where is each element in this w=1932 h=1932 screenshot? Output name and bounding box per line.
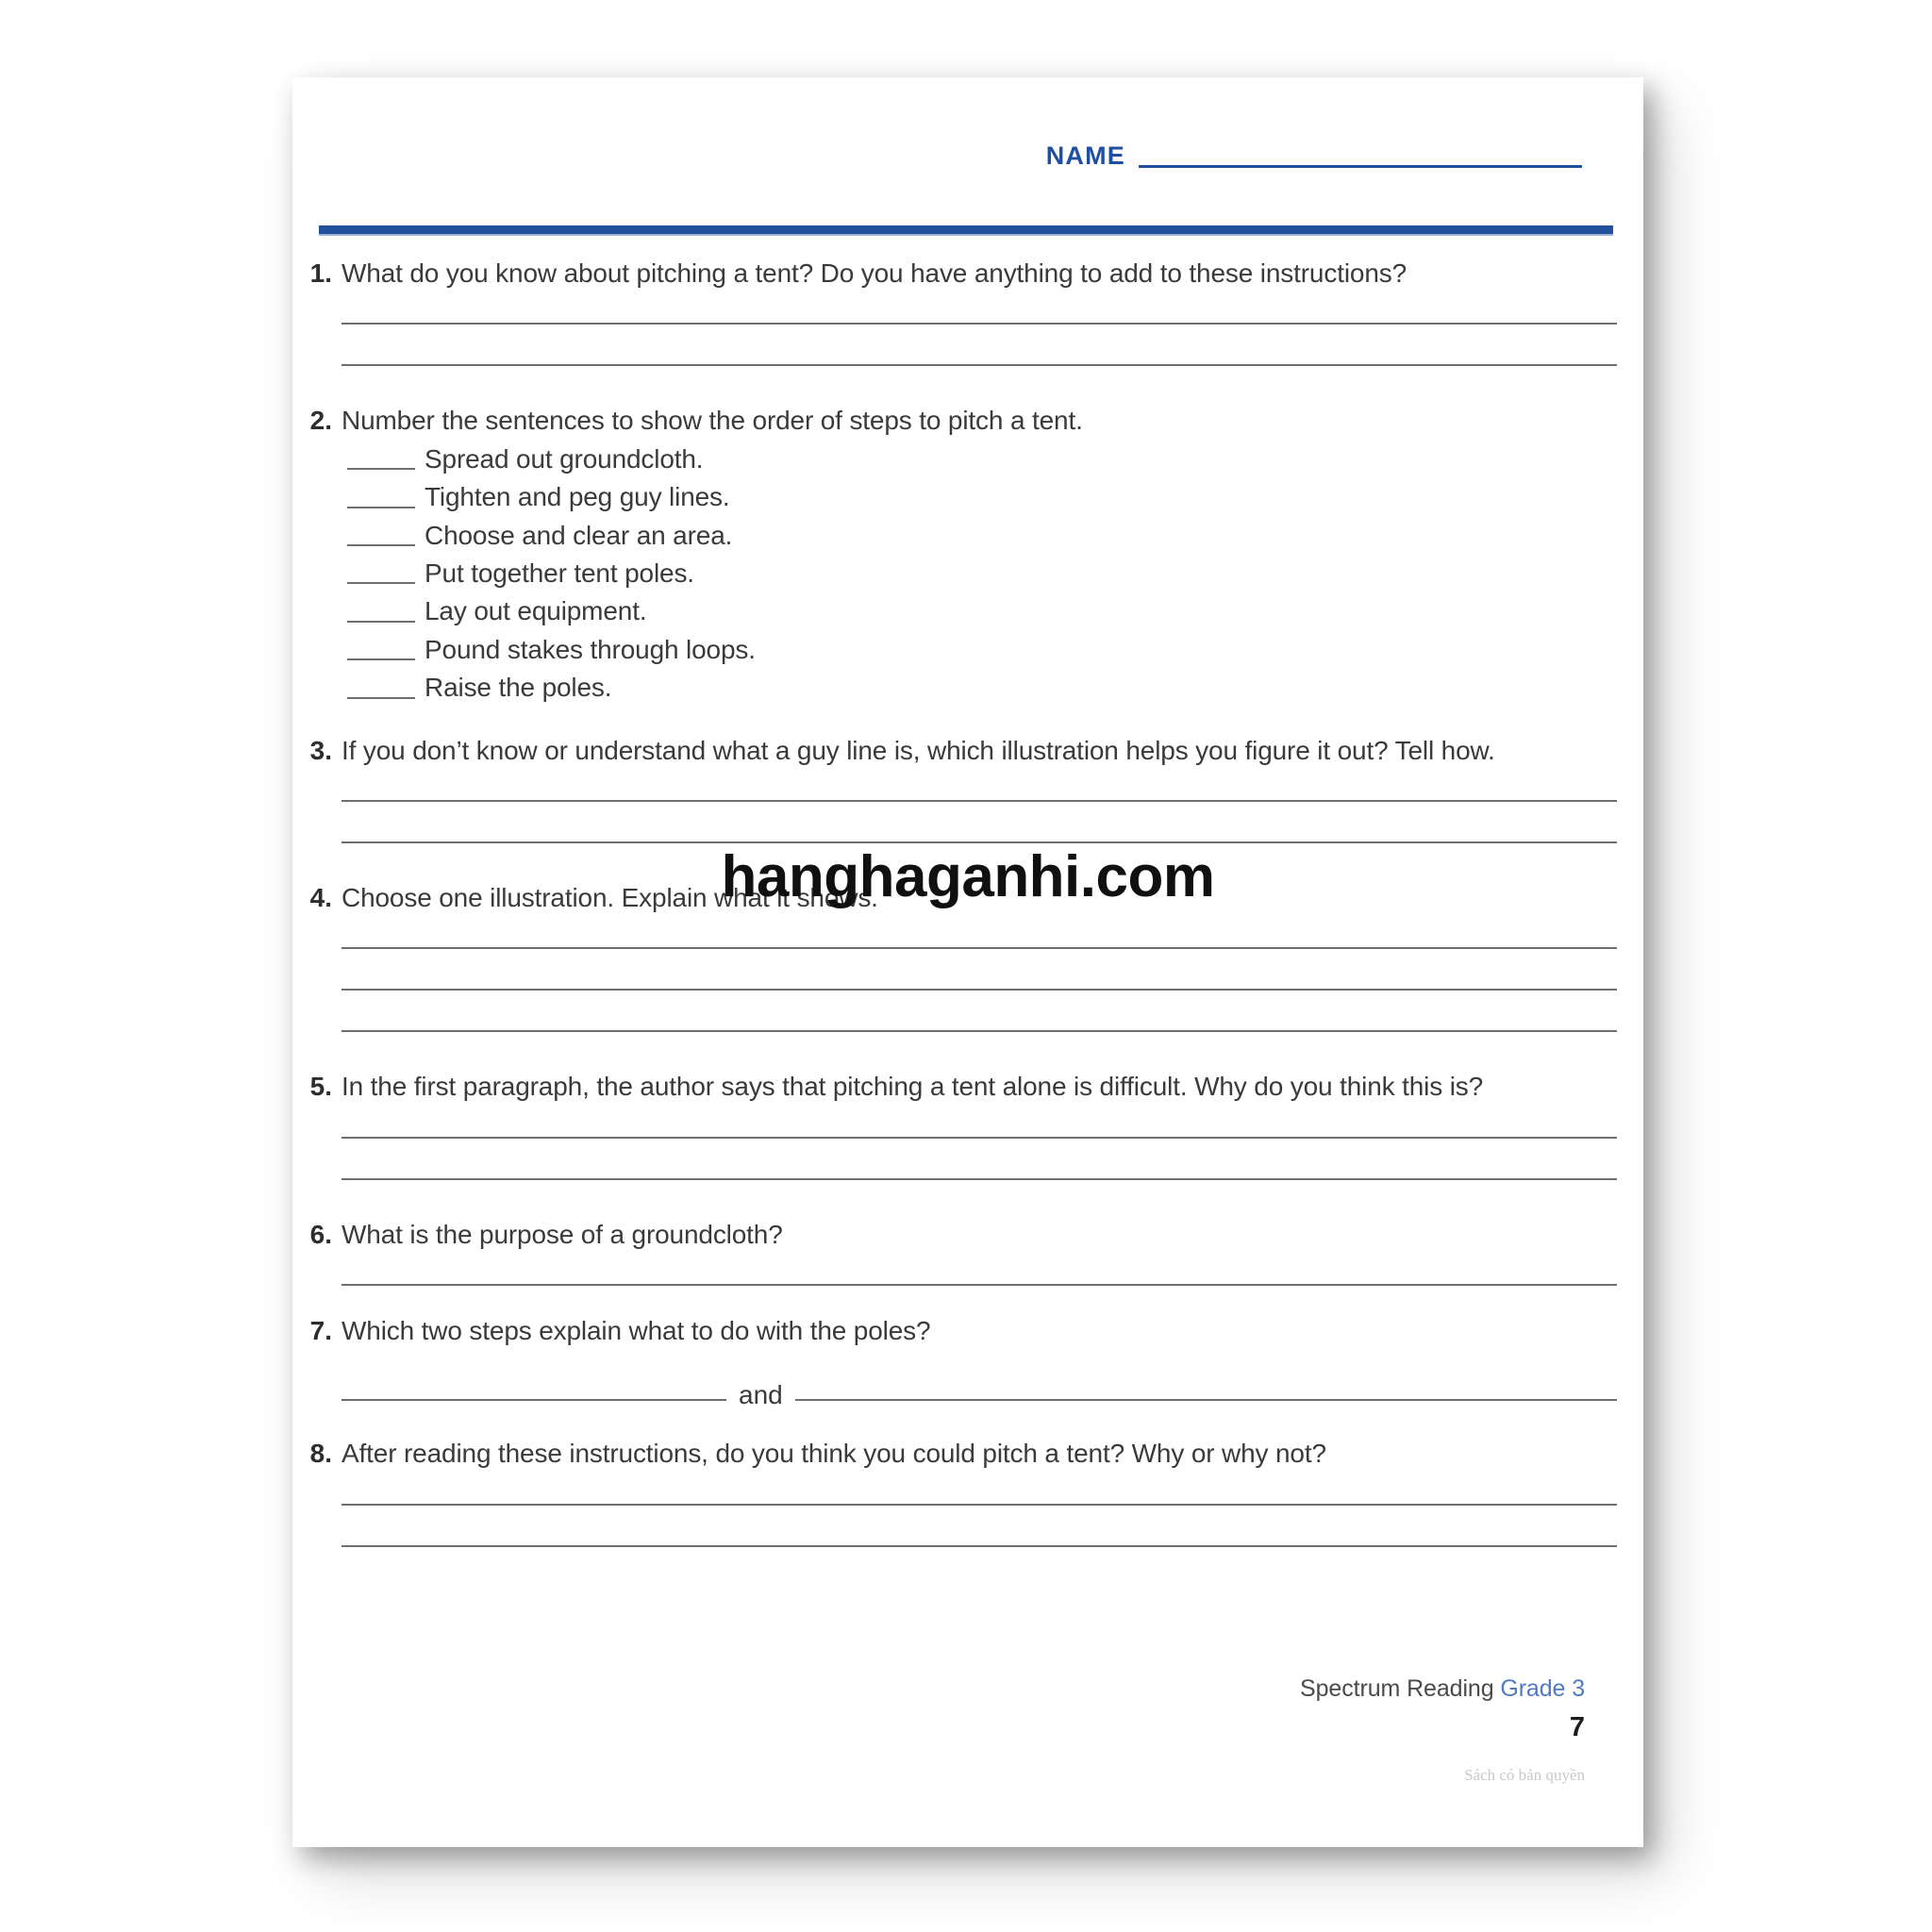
ordering-list-item (347, 480, 1617, 514)
ordering-item-label: Lay out equipment. (425, 596, 647, 626)
ordering-item-label: Put together tent poles. (425, 558, 694, 588)
answer-lines (341, 1284, 1617, 1286)
ordering-list (341, 442, 1617, 706)
answer-line[interactable] (341, 800, 1617, 802)
question-text: What is the purpose of a groundcloth? (341, 1219, 783, 1249)
answer-line[interactable] (341, 1545, 1617, 1547)
question-text: If you don’t know or understand what a guy line is, which illustration helps you figure it out? Tell how. (341, 735, 1495, 765)
worksheet-page (292, 77, 1643, 1847)
footer-series-line (1300, 1675, 1585, 1703)
ordering-list-item (347, 442, 1617, 476)
paired-answer-row (341, 1382, 1617, 1408)
question-number: 2. (309, 406, 332, 436)
ordering-item-label: Choose and clear an area. (425, 520, 733, 550)
question-item (292, 881, 1643, 1032)
question-number: 7. (309, 1316, 332, 1346)
ordering-list-item (347, 557, 1617, 591)
question-number: 5. (309, 1072, 332, 1102)
footer-grade-label: Grade 3 (1500, 1675, 1585, 1702)
answer-line[interactable] (341, 364, 1617, 366)
question-number: 8. (309, 1439, 332, 1469)
question-item (292, 1314, 1643, 1408)
answer-line[interactable] (341, 989, 1617, 991)
question-text: After reading these instructions, do you think you could pitch a tent? Why or why not? (341, 1439, 1326, 1469)
ordering-list-item (347, 633, 1617, 667)
spacer (292, 706, 1643, 734)
order-blank[interactable] (347, 468, 415, 470)
answer-line[interactable] (341, 947, 1617, 949)
spacer (292, 1180, 1643, 1218)
answer-lines (341, 1504, 1617, 1547)
answer-line[interactable] (341, 1137, 1617, 1139)
question-number: 4. (309, 882, 332, 912)
answer-line[interactable] (341, 1030, 1617, 1032)
question-item (292, 1070, 1643, 1179)
question-text: Choose one illustration. Explain what it shows. (341, 882, 878, 912)
question-number: 3. (309, 735, 332, 765)
page-footer (1300, 1675, 1585, 1785)
ordering-list-item (347, 594, 1617, 628)
question-number: 6. (309, 1219, 332, 1249)
ordering-list-item (347, 671, 1617, 705)
answer-line[interactable] (341, 1284, 1617, 1286)
spacer (292, 843, 1643, 881)
order-blank[interactable] (347, 697, 415, 699)
question-text: Number the sentences to show the order of steps to pitch a tent. (341, 406, 1083, 436)
header-divider-bar (319, 225, 1613, 236)
order-blank[interactable] (347, 658, 415, 660)
answer-lines (341, 800, 1617, 843)
question-item (292, 1218, 1643, 1286)
answer-line[interactable] (341, 1504, 1617, 1506)
order-blank[interactable] (347, 544, 415, 546)
answer-lines (341, 323, 1617, 366)
spacer (292, 1286, 1643, 1314)
site-watermark: hanghaganhi.com (721, 844, 1215, 909)
name-label: NAME (1045, 142, 1125, 170)
ordering-item-label: Raise the poles. (425, 673, 612, 703)
spacer (292, 1408, 1643, 1437)
name-write-in-rule[interactable] (1139, 165, 1582, 168)
answer-blank-second[interactable] (795, 1399, 1617, 1401)
order-blank[interactable] (347, 582, 415, 584)
footer-series-label: Spectrum Reading (1300, 1675, 1501, 1702)
order-blank[interactable] (347, 621, 415, 623)
name-field-row (292, 123, 1643, 174)
spacer (292, 1032, 1643, 1070)
question-item (292, 404, 1643, 705)
question-text: What do you know about pitching a tent? Do you have anything to add to these instructions? (341, 258, 1407, 288)
question-item (292, 1437, 1643, 1546)
answer-lines (341, 947, 1617, 1032)
ordering-list-item (347, 519, 1617, 553)
copyright-note: Sách có bản quyền (1464, 1766, 1585, 1784)
answer-line[interactable] (341, 841, 1617, 843)
spacer (292, 366, 1643, 404)
answer-line[interactable] (341, 323, 1617, 325)
question-item (292, 734, 1643, 843)
answer-blank-first[interactable] (341, 1399, 726, 1401)
answer-lines (341, 1137, 1617, 1180)
ordering-item-label: Tighten and peg guy lines. (425, 482, 730, 512)
questions-list (292, 257, 1643, 1547)
answer-line[interactable] (341, 1178, 1617, 1180)
order-blank[interactable] (347, 507, 415, 508)
page-number: 7 (1569, 1712, 1585, 1742)
question-text: Which two steps explain what to do with the poles? (341, 1316, 931, 1346)
question-item (292, 257, 1643, 366)
ordering-item-label: Spread out groundcloth. (425, 443, 704, 474)
question-text: In the first paragraph, the author says that pitching a tent alone is difficult. Why do you think this is? (341, 1072, 1484, 1102)
ordering-item-label: Pound stakes through loops. (425, 634, 756, 664)
conjunction-label: and (739, 1380, 783, 1410)
question-number: 1. (309, 258, 332, 288)
